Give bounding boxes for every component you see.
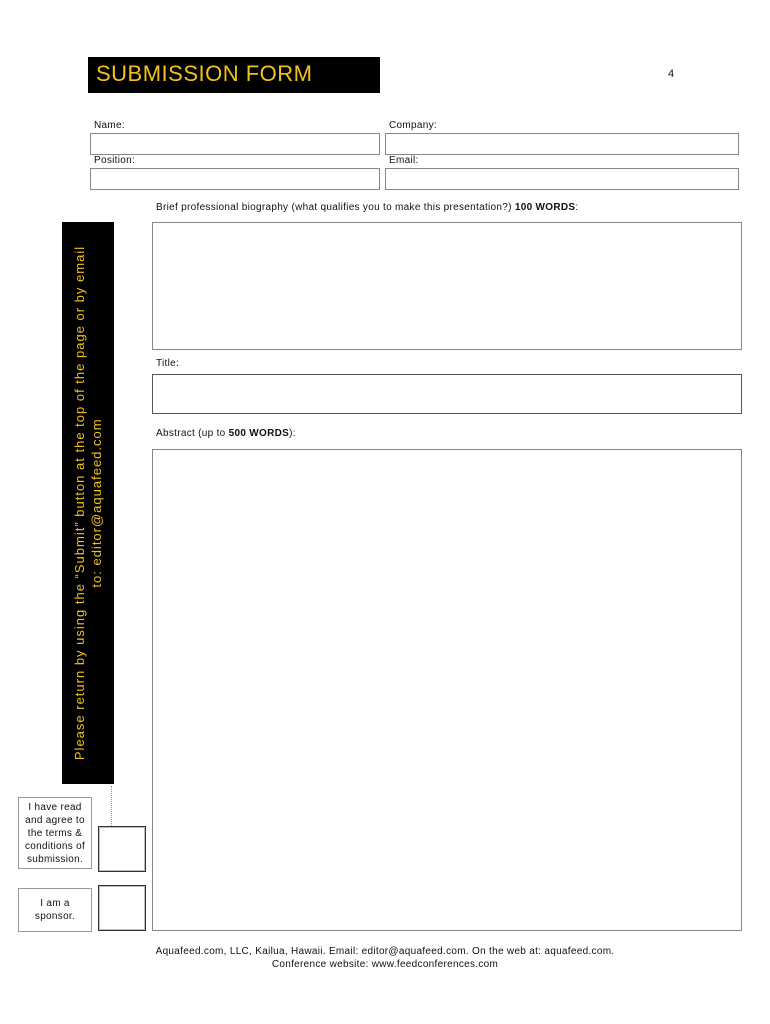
position-field[interactable]	[90, 168, 380, 190]
bio-word-limit: 100 WORDS	[514, 202, 576, 213]
position-label: Position:	[94, 155, 136, 166]
abstract-label	[156, 428, 296, 439]
divider	[111, 786, 112, 826]
title-label: Title:	[156, 358, 180, 369]
company-field[interactable]	[385, 133, 739, 155]
abstract-word-limit: 500 WORDS	[228, 428, 290, 439]
return-instructions-text	[71, 233, 105, 773]
abstract-label-suffix: ):	[289, 428, 296, 439]
footer-website: Conference website: www.feedconferences.com	[271, 959, 499, 970]
page-title: SUBMISSION FORM	[96, 61, 313, 86]
terms-checkbox[interactable]	[98, 826, 146, 872]
return-instructions-bar	[62, 222, 114, 784]
title-bar	[88, 57, 380, 93]
name-label: Name:	[94, 120, 125, 131]
sponsor-checkbox[interactable]	[98, 885, 146, 931]
title-field[interactable]	[152, 374, 742, 414]
bio-label	[156, 202, 578, 213]
company-label: Company:	[389, 120, 437, 131]
email-field[interactable]	[385, 168, 739, 190]
sponsor-label: I am a sponsor.	[18, 888, 92, 932]
bio-label-text: Brief professional biography (what qualifies you to make this presentation?)	[156, 202, 512, 213]
abstract-label-text: Abstract (up to	[156, 428, 229, 439]
return-instructions-line-2: to: editor@aquafeed.com	[89, 418, 104, 588]
name-field[interactable]	[90, 133, 380, 155]
bio-label-suffix: :	[575, 202, 579, 213]
bio-textarea[interactable]	[152, 222, 742, 350]
footer-contact: Aquafeed.com, LLC, Kailua, Hawaii. Email: editor@aquafeed.com. On the web at: aquafeed.com.	[155, 946, 615, 957]
return-instructions-line-1: Please return by using the “Submit” button at the top of the page or by email	[72, 245, 87, 761]
terms-label: I have read and agree to the terms & conditions of submission.	[18, 797, 92, 869]
abstract-textarea[interactable]	[152, 449, 742, 931]
page-number: 4	[668, 68, 675, 80]
email-label: Email:	[389, 155, 419, 166]
